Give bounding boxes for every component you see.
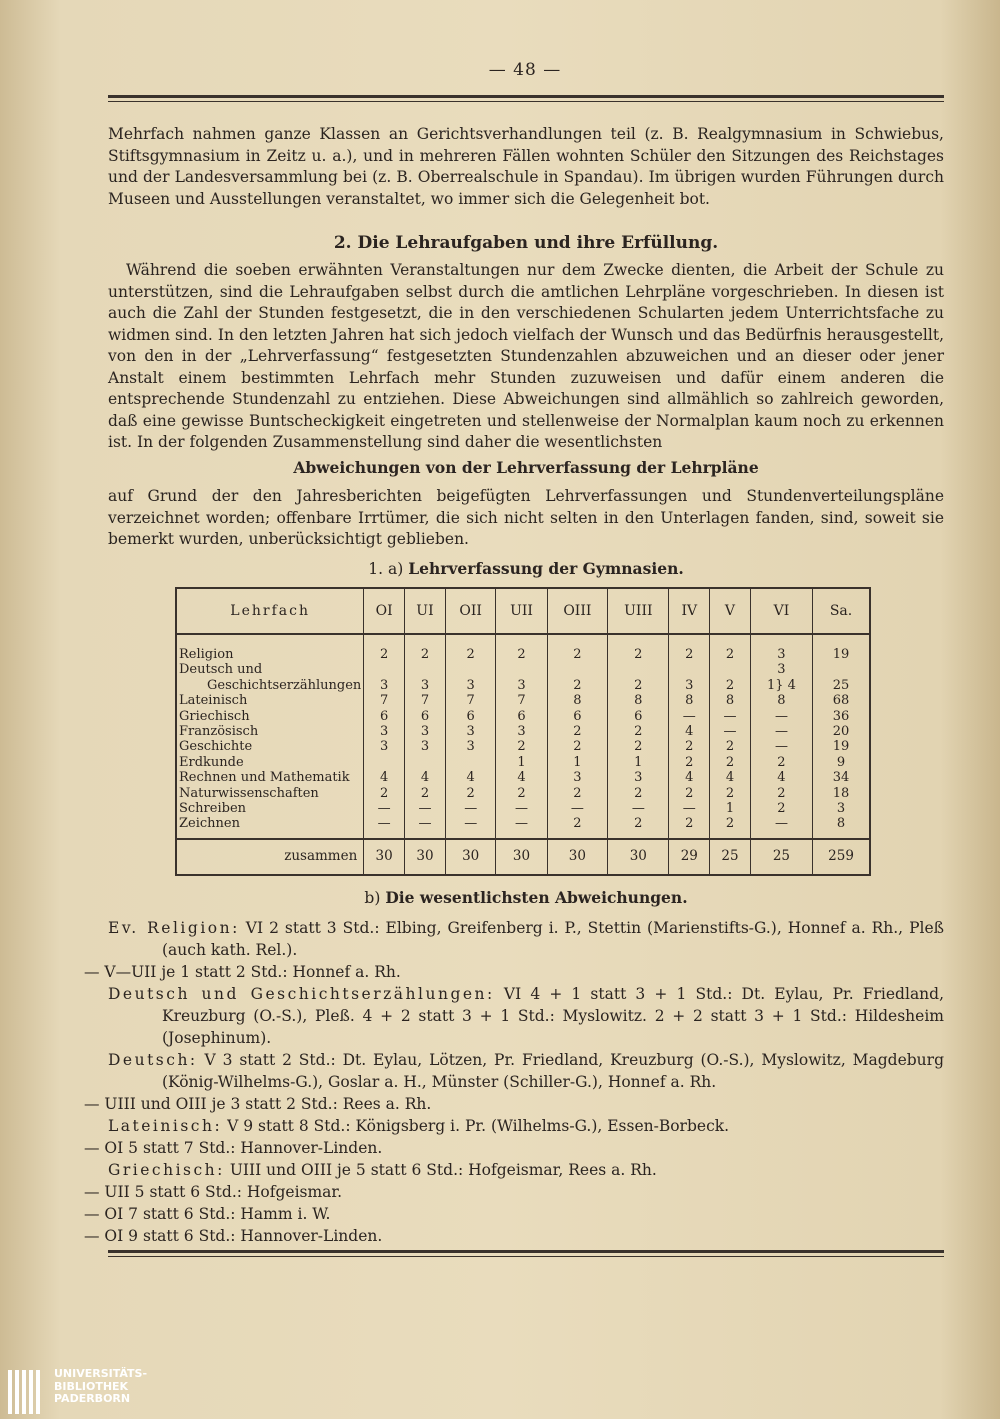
deviation-label: Lateinisch: xyxy=(108,1117,223,1135)
value-cell: 6 xyxy=(404,709,445,724)
value-cell: 4 xyxy=(445,770,496,785)
value-cell: 3 xyxy=(445,678,496,693)
bottom-rule xyxy=(108,1250,944,1257)
value-cell xyxy=(364,662,405,677)
value-cell: 19 xyxy=(813,634,870,662)
value-cell: 1} 4 xyxy=(750,678,812,693)
value-cell: 8 xyxy=(608,693,669,708)
value-cell: 3 xyxy=(750,662,812,677)
deviation-text: V 3 statt 2 Std.: Dt. Eylau, Lötzen, Pr. Friedland, Kreuzburg (O.-S.), Myslowitz, Magdeburg (König-Wilhelms-G.), Goslar a. H., Münster (Schiller-G.), Honnef a. Rh. xyxy=(162,1051,944,1091)
value-cell: 6 xyxy=(445,709,496,724)
subject-cell: Französisch xyxy=(176,724,364,739)
value-cell xyxy=(496,662,547,677)
value-cell xyxy=(445,662,496,677)
column-header: UIII xyxy=(608,588,669,634)
value-cell: 2 xyxy=(547,678,608,693)
subject-cell: Geschichte xyxy=(176,739,364,754)
column-header: OIII xyxy=(547,588,608,634)
table-row xyxy=(176,755,870,770)
b-caption-title: Die wesentlichsten Abweichungen. xyxy=(385,888,688,907)
value-cell: 3 xyxy=(445,724,496,739)
deviation-entry xyxy=(108,983,944,1049)
value-cell: 2 xyxy=(669,634,710,662)
value-cell: 2 xyxy=(669,739,710,754)
value-cell: 2 xyxy=(364,786,405,801)
value-cell: 3 xyxy=(608,770,669,785)
value-cell: 2 xyxy=(404,786,445,801)
value-cell: — xyxy=(404,801,445,816)
logo-text xyxy=(54,1368,147,1406)
value-cell: 68 xyxy=(813,693,870,708)
subject-cell: Zeichnen xyxy=(176,816,364,838)
value-cell xyxy=(547,662,608,677)
value-cell: — xyxy=(750,724,812,739)
deviation-text: — OI 9 statt 6 Std.: Hannover-Linden. xyxy=(84,1227,383,1245)
column-header: UI xyxy=(404,588,445,634)
value-cell: 2 xyxy=(750,786,812,801)
value-cell: 2 xyxy=(547,634,608,662)
value-cell: 2 xyxy=(608,724,669,739)
table-row xyxy=(176,678,870,693)
logo-line: BIBLIOTHEK xyxy=(54,1379,129,1393)
subheading: Abweichungen von der Lehrverfassung der Lehrpläne xyxy=(293,458,759,477)
value-cell: 2 xyxy=(445,786,496,801)
deviation-text: VI 2 statt 3 Std.: Elbing, Greifenberg i. P., Stettin (Marienstifts-G.), Honnef a. Rh., Pleß (auch kath. Rel.). xyxy=(162,919,944,959)
value-cell: 2 xyxy=(404,634,445,662)
value-cell: 2 xyxy=(608,816,669,838)
value-cell: 6 xyxy=(364,709,405,724)
value-cell: 2 xyxy=(445,634,496,662)
value-cell: — xyxy=(608,801,669,816)
top-rule xyxy=(108,95,944,102)
column-header: V xyxy=(710,588,751,634)
total-cell: 30 xyxy=(496,839,547,875)
value-cell: 4 xyxy=(669,724,710,739)
deviation-label: Deutsch: xyxy=(108,1051,198,1069)
subject-cell: Griechisch xyxy=(176,709,364,724)
value-cell: 2 xyxy=(496,634,547,662)
deviation-list xyxy=(84,917,945,1247)
value-cell: 3 xyxy=(364,724,405,739)
total-cell: 29 xyxy=(669,839,710,875)
value-cell xyxy=(364,755,405,770)
deviation-entry xyxy=(84,1181,944,1203)
value-cell: 2 xyxy=(496,739,547,754)
deviation-entry xyxy=(108,1049,944,1093)
value-cell: 2 xyxy=(547,739,608,754)
value-cell: 3 xyxy=(547,770,608,785)
value-cell: 4 xyxy=(669,770,710,785)
value-cell xyxy=(404,662,445,677)
value-cell: — xyxy=(496,801,547,816)
value-cell: 6 xyxy=(547,709,608,724)
total-label: zusammen xyxy=(176,839,364,875)
value-cell: — xyxy=(445,801,496,816)
deviation-label: Ev. Religion: xyxy=(108,919,240,937)
value-cell: 2 xyxy=(608,634,669,662)
value-cell: 3 xyxy=(496,678,547,693)
deviation-text: UIII und OIII je 5 statt 6 Std.: Hofgeismar, Rees a. Rh. xyxy=(229,1161,657,1179)
value-cell: 8 xyxy=(710,693,751,708)
value-cell: 7 xyxy=(445,693,496,708)
deviation-entry xyxy=(108,917,944,961)
deviation-entry xyxy=(84,1203,944,1225)
logo-line: UNIVERSITÄTS- xyxy=(54,1367,148,1380)
value-cell: 6 xyxy=(496,709,547,724)
value-cell: — xyxy=(364,816,405,838)
subject-cell: Religion xyxy=(176,634,364,662)
value-cell: 9 xyxy=(813,755,870,770)
value-cell: — xyxy=(750,709,812,724)
value-cell: 2 xyxy=(669,755,710,770)
table-row xyxy=(176,634,870,662)
value-cell: 3 xyxy=(750,634,812,662)
value-cell: 8 xyxy=(547,693,608,708)
value-cell: 6 xyxy=(608,709,669,724)
column-header: IV xyxy=(669,588,710,634)
deviation-entry xyxy=(84,961,944,983)
value-cell: 3 xyxy=(445,739,496,754)
table-caption-prefix: 1. a) xyxy=(368,560,404,578)
value-cell: 4 xyxy=(750,770,812,785)
total-cell: 30 xyxy=(445,839,496,875)
value-cell: 2 xyxy=(547,816,608,838)
value-cell: 3 xyxy=(404,739,445,754)
table-row xyxy=(176,709,870,724)
value-cell: 2 xyxy=(710,634,751,662)
deviation-text: — V—UII je 1 statt 2 Std.: Honnef a. Rh. xyxy=(84,963,401,981)
value-cell: 2 xyxy=(608,678,669,693)
value-cell: 7 xyxy=(496,693,547,708)
value-cell: 1 xyxy=(496,755,547,770)
intro-paragraph: Mehrfach nahmen ganze Klassen an Gerichtsverhandlungen teil (z. B. Realgymnasium in Schwiebus, Stiftsgymnasium in Zeitz u. a.), und in mehreren Fällen wohnten Schüler den Sitzungen des Reichstages und der Landesversammlung bei (z. B. Oberrealschule in Spandau). Im übrigen wurden Führungen durch Museen und Ausstellungen veranstaltet, wo immer sich die Gelegenheit bot. xyxy=(108,125,944,208)
lehrverfassung-table xyxy=(175,587,871,876)
value-cell: 3 xyxy=(404,678,445,693)
value-cell xyxy=(710,662,751,677)
total-cell: 25 xyxy=(710,839,751,875)
value-cell: 2 xyxy=(364,634,405,662)
value-cell: 4 xyxy=(496,770,547,785)
value-cell: 7 xyxy=(404,693,445,708)
table-caption-title: Lehrverfassung der Gymnasien. xyxy=(408,559,684,578)
value-cell: — xyxy=(364,801,405,816)
value-cell: 1 xyxy=(710,801,751,816)
deviation-label: Griechisch: xyxy=(108,1161,225,1179)
value-cell: 3 xyxy=(813,801,870,816)
column-header: Sa. xyxy=(813,588,870,634)
deviation-text: V 9 statt 8 Std.: Königsberg i. Pr. (Wilhelms-G.), Essen-Borbeck. xyxy=(227,1117,730,1135)
subject-cell: Rechnen und Mathematik xyxy=(176,770,364,785)
value-cell: 18 xyxy=(813,786,870,801)
value-cell: 8 xyxy=(669,693,710,708)
column-header: VI xyxy=(750,588,812,634)
section-heading: 2. Die Lehraufgaben und ihre Erfüllung. xyxy=(333,233,719,253)
value-cell: 2 xyxy=(669,816,710,838)
value-cell: 3 xyxy=(404,724,445,739)
value-cell: 2 xyxy=(710,755,751,770)
table-row xyxy=(176,801,870,816)
subject-cell: Erdkunde xyxy=(176,755,364,770)
b-caption-prefix: b) xyxy=(364,889,381,907)
deviation-entry xyxy=(84,1137,944,1159)
deviation-entry xyxy=(108,1159,944,1181)
value-cell: 2 xyxy=(496,786,547,801)
value-cell: 2 xyxy=(608,786,669,801)
total-cell: 259 xyxy=(813,839,870,875)
value-cell: 3 xyxy=(364,678,405,693)
value-cell: — xyxy=(445,816,496,838)
value-cell: 3 xyxy=(669,678,710,693)
deviation-entry xyxy=(84,1225,944,1247)
value-cell xyxy=(445,755,496,770)
value-cell: 8 xyxy=(813,816,870,838)
value-cell: 1 xyxy=(547,755,608,770)
value-cell: 3 xyxy=(364,739,405,754)
column-header: UII xyxy=(496,588,547,634)
value-cell: 36 xyxy=(813,709,870,724)
value-cell: 2 xyxy=(750,755,812,770)
total-cell: 30 xyxy=(547,839,608,875)
deviation-entry xyxy=(84,1093,944,1115)
table-row xyxy=(176,724,870,739)
sub-paragraph: auf Grund der den Jahresberichten beigefügten Lehrverfassungen und Stundenverteilungspläne verzeichnet worden; offenbare Irrtümer, die sich nicht selten in den Unterlagen fanden, sind, soweit sie bemerkt wurden, unberücksichtigt geblieben. xyxy=(108,487,944,548)
table-row xyxy=(176,786,870,801)
value-cell: 19 xyxy=(813,739,870,754)
table-row xyxy=(176,816,870,838)
value-cell xyxy=(404,755,445,770)
table-row xyxy=(176,770,870,785)
table-row xyxy=(176,739,870,754)
deviation-text: — UIII und OIII je 3 statt 2 Std.: Rees a. Rh. xyxy=(84,1095,432,1113)
value-cell: 2 xyxy=(710,816,751,838)
deviation-label: Deutsch und Geschichtserzählungen: xyxy=(108,985,495,1003)
total-cell: 30 xyxy=(364,839,405,875)
value-cell: — xyxy=(669,709,710,724)
value-cell: 2 xyxy=(669,786,710,801)
value-cell: 3 xyxy=(496,724,547,739)
value-cell: 8 xyxy=(750,693,812,708)
value-cell: 2 xyxy=(710,739,751,754)
logo-bars-icon xyxy=(8,1370,43,1418)
value-cell: 4 xyxy=(404,770,445,785)
table-row xyxy=(176,662,870,677)
value-cell: — xyxy=(496,816,547,838)
total-cell: 30 xyxy=(404,839,445,875)
subject-cell: Geschichtserzählungen xyxy=(176,678,364,693)
value-cell: 25 xyxy=(813,678,870,693)
column-header-lehrfach: Lehrfach xyxy=(176,588,364,634)
value-cell: 2 xyxy=(750,801,812,816)
value-cell: — xyxy=(750,816,812,838)
total-cell: 30 xyxy=(608,839,669,875)
value-cell: — xyxy=(750,739,812,754)
value-cell: 20 xyxy=(813,724,870,739)
table-header-row xyxy=(176,588,870,634)
value-cell: 7 xyxy=(364,693,405,708)
value-cell: 2 xyxy=(710,786,751,801)
value-cell: 34 xyxy=(813,770,870,785)
value-cell: 2 xyxy=(547,724,608,739)
value-cell: 4 xyxy=(710,770,751,785)
value-cell: 1 xyxy=(608,755,669,770)
deviation-text: — OI 5 statt 7 Std.: Hannover-Linden. xyxy=(84,1139,383,1157)
value-cell: 2 xyxy=(608,739,669,754)
deviation-text: VI 4 + 1 statt 3 + 1 Std.: Dt. Eylau, Pr. Friedland, Kreuzburg (O.-S.), Pleß. 4 + 2 statt 3 + 1 Std.: Myslowitz. 2 + 2 statt 3 + 1 Std.: Hildesheim (Josephinum). xyxy=(162,985,945,1047)
column-header: OII xyxy=(445,588,496,634)
subject-cell: Schreiben xyxy=(176,801,364,816)
value-cell: — xyxy=(547,801,608,816)
column-header: OI xyxy=(364,588,405,634)
deviation-text: — OI 7 statt 6 Std.: Hamm i. W. xyxy=(84,1205,331,1223)
page-number: — 48 — xyxy=(488,60,562,80)
value-cell: — xyxy=(669,801,710,816)
table-caption xyxy=(108,559,944,578)
value-cell xyxy=(608,662,669,677)
value-cell: 2 xyxy=(710,678,751,693)
value-cell xyxy=(813,662,870,677)
logo-line: PADERBORN xyxy=(54,1392,131,1405)
subject-cell: Lateinisch xyxy=(176,693,364,708)
value-cell: 2 xyxy=(547,786,608,801)
total-row xyxy=(176,839,870,875)
deviation-entry xyxy=(108,1115,944,1137)
section-paragraph: Während die soeben erwähnten Veranstaltungen nur dem Zwecke dienten, die Arbeit der Schule zu unterstützen, sind die Lehraufgaben selbst durch die amtlichen Lehrpläne vorgeschrieben. In diesen ist auch die Zahl der Stunden festgesetzt, die in den verschiedenen Schularten jedem Unterrichtsfache zu widmen sind. In den letzten Jahren hat sich jedoch vielfach der Wunsch und das Bedürfnis herausgestellt, von den in der „Lehrverfassung“ festgesetzten Stundenzahlen abzuweichen und an dieser oder jener Anstalt einem bestimmten Lehrfach mehr Stunden zuzuweisen und dafür einem anderen die entsprechende Stundenzahl zu entziehen. Diese Abweichungen sind allmählich so zahlreich geworden, daß eine gewisse Buntscheckigkeit eingetreten und stellenweise der Normalplan kaum noch zu erkennen ist. In der folgenden Zusammenstellung sind daher die wesentlichsten xyxy=(108,261,944,451)
value-cell: — xyxy=(404,816,445,838)
subject-cell: Naturwissenschaften xyxy=(176,786,364,801)
total-cell: 25 xyxy=(750,839,812,875)
value-cell: — xyxy=(710,709,751,724)
b-caption xyxy=(108,888,944,907)
subject-cell: Deutsch und xyxy=(176,662,364,677)
value-cell: 4 xyxy=(364,770,405,785)
deviation-text: — UII 5 statt 6 Std.: Hofgeismar. xyxy=(84,1183,343,1201)
table-row xyxy=(176,693,870,708)
value-cell: — xyxy=(710,724,751,739)
library-logo xyxy=(8,1366,188,1416)
table-body xyxy=(176,634,870,875)
value-cell xyxy=(669,662,710,677)
